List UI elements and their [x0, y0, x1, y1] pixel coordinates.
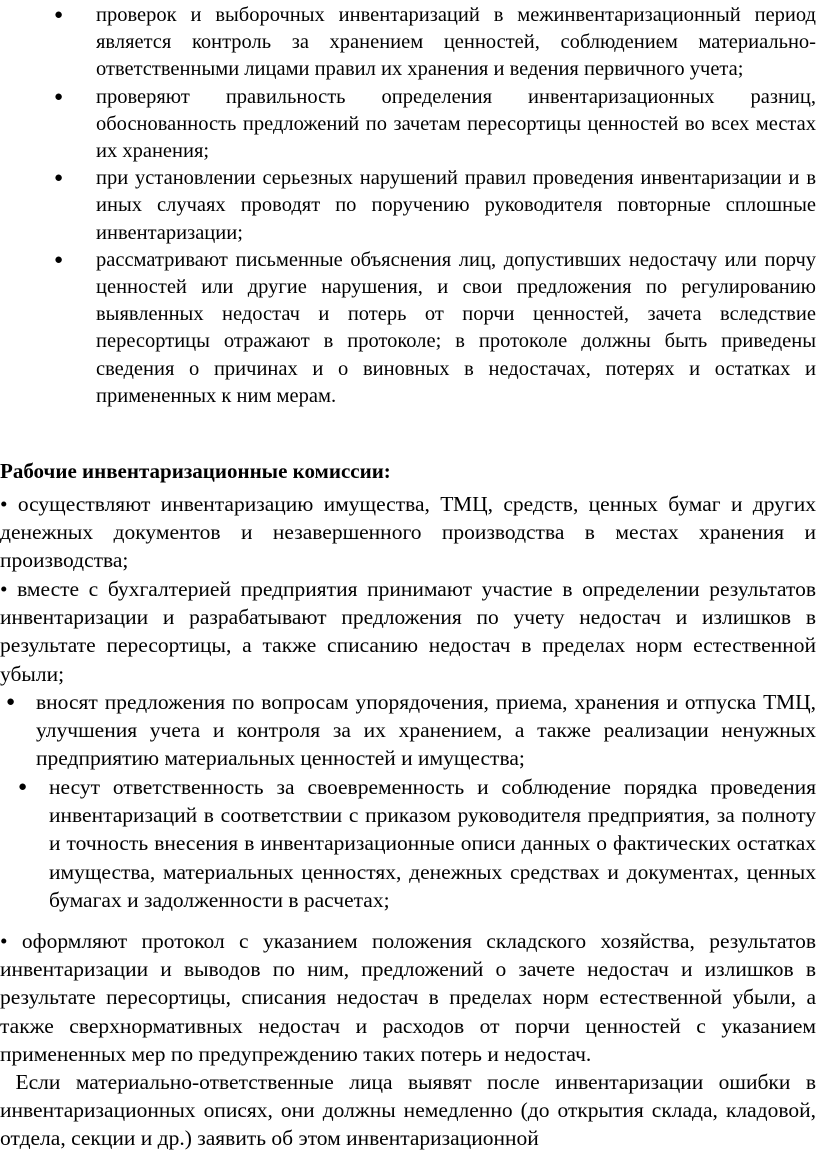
list-item — [38, 247, 816, 410]
paragraph-results: • вместе с бухгалтерией предприятия принимают участие в определении результатов инвентаризации и разрабатывают предложения по учету недостач и излишков в результате пересортицы, а также списанию недостач в пределах норм естественной убыли; — [0, 577, 816, 686]
paragraph-errors: Если материально-ответственные лица выявят после инвентаризации ошибки в инвентаризационных описях, они должны немедленно (до открытия склада, кладовой, отдела, секции и др.) заявить об этом инвентаризационной — [0, 1070, 816, 1151]
bullet-icon: ● — [54, 170, 64, 187]
bullet-item-proposals — [6, 688, 816, 773]
list-item — [38, 165, 816, 247]
list-item-text: проверяют правильность определения инвентаризационных разниц, обоснованность предложений по зачетам пересортицы ценностей во всех местах их хранения; — [96, 85, 816, 163]
bullet-item-responsibility — [18, 773, 816, 914]
list-item-text: при установлении серьезных нарушений правил проведения инвентаризации и в иных случаях проводят по поручению руководителя повторные сплошные инвентаризации; — [96, 167, 816, 244]
bullet-icon: ● — [54, 251, 64, 268]
paragraph-protocol: • оформляют протокол с указанием положения складского хозяйства, результатов инвентаризации и выводов по ним, предложений о зачете недостач и излишков в результате пересортицы, списания недостач в пределах норм естественной убыли, а также сверхнормативных недостач и расходов от порчи ценностей с указанием примененных мер по предупреждению таких потерь и недостач. — [0, 929, 816, 1066]
section-heading: Рабочие инвентаризационные комиссии: — [0, 459, 391, 483]
list-item — [38, 2, 816, 84]
bullet-icon: ● — [6, 694, 16, 710]
bullet-item-text: вносят предложения по вопросам упорядочения, приема, хранения и отпуска ТМЦ, улучшения учета и контроля за их хранением, а также реализации ненужных предприятию материальных ценностей и имущества; — [36, 690, 816, 771]
bullet-icon: ● — [54, 7, 64, 23]
bullet-icon: ● — [54, 88, 64, 105]
bullet-icon: ● — [18, 779, 28, 795]
paragraph-inventory: • осуществляют инвентаризацию имущества, ТМЦ, средств, ценных бумаг и других денежных документов и незавершенного производства в местах хранения и производства; — [0, 492, 816, 573]
bullet-item-text: несут ответственность за своевременность и соблюдение порядка проведения инвентаризаций в соответствии с приказом руководителя предприятия, за полноту и точность внесения в инвентаризационные описи данных о фактических остатках имущества, материальных ценностях, денежных средствах и документах, ценных бумагах и задолженности в расчетах; — [49, 775, 816, 912]
commission-duties-list — [38, 2, 816, 410]
list-item-text: рассматривают письменные объяснения лиц, допустивших недостачу или порчу ценностей или другие нарушения, и свои предложения по регулированию выявленных недостач и потерь от порчи ценностей, зачета вследствие пересортицы отражают в протоколе; в протоколе должны быть приведены сведения о причинах и о виновных в недостачах, потерях и остатках и примененных к ним мерам. — [96, 248, 816, 407]
list-item-text: проверок и выборочных инвентаризаций в межинвентаризационный период является контроль за хранением ценностей, соблюдением материально-ответственными лицами правил их хранения и ведения первичного учета; — [96, 4, 816, 81]
list-item — [38, 84, 816, 166]
